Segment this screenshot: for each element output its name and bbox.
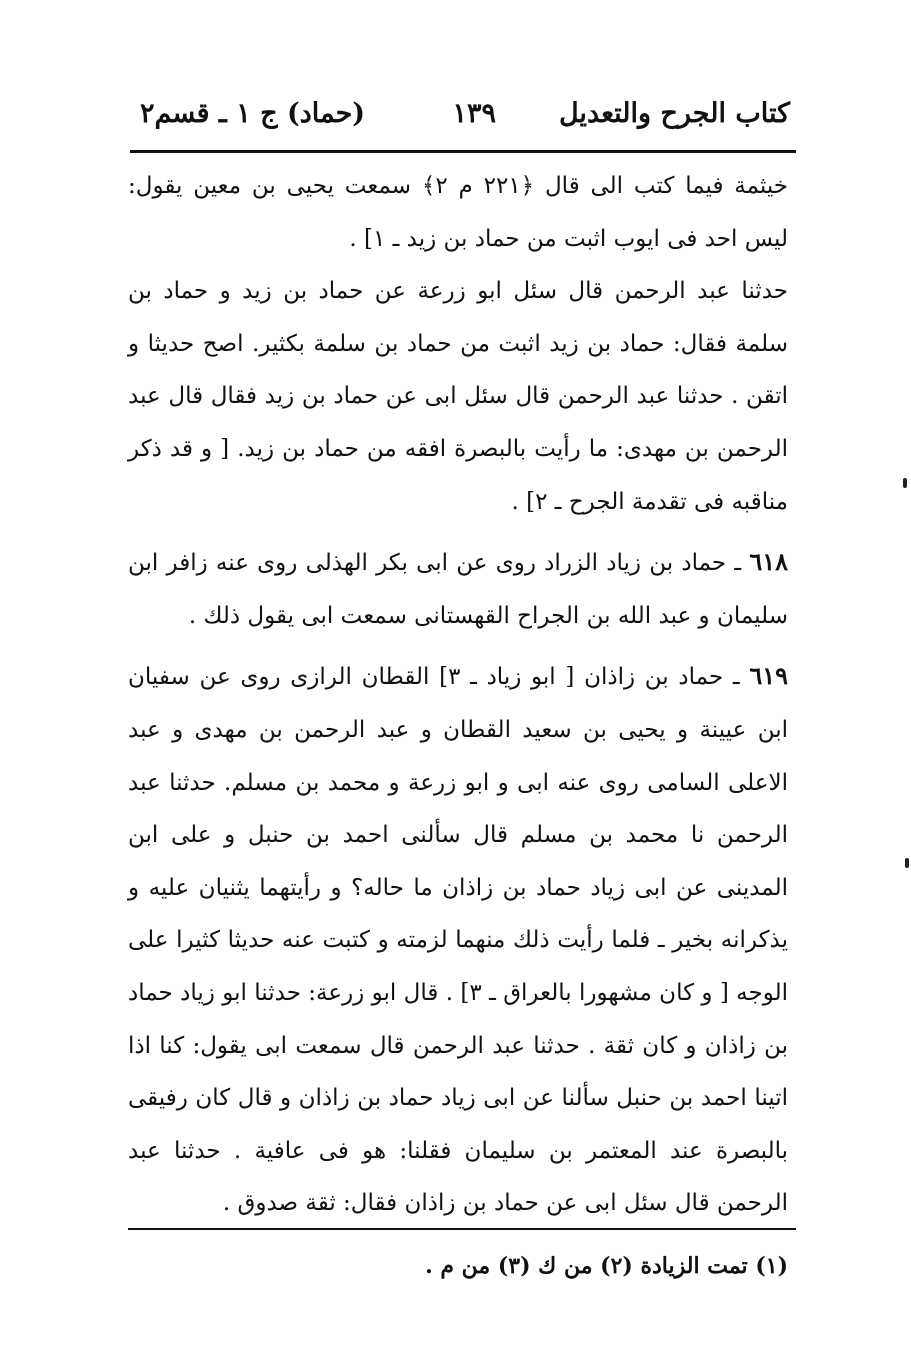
paragraph <box>128 160 788 265</box>
paragraph-text: ـ حماد بن زاذان [ ابو زياد ـ ٣] القطان الرازى روى عن سفيان ابن عيينة و يحيى بن سعيد القطان و عبد الرحمن بن مهدى و عبد الاعلى السامى روى عنه ابى و ابو زرعة و محمد بن مسلم. حدثنا عبد الرحمن نا محمد بن مسلم قال سألنى احمد بن حنبل و على ابن المدينى عن ابى زياد حماد بن زاذان ما حاله؟ و رأيتهما يثنيان عليه و يذكرانه بخير ـ فلما رأيت ذلك منهما لزمته و كتبت عنه حديثا كثيرا على الوجه [ و كان مشهورا بالعراق ـ ٣] . قال ابو زرعة: حدثنا ابو زياد حماد بن زاذان و كان ثقة . حدثنا عبد الرحمن قال سمعت ابى يقول: كنا اذا اتينا احمد بن حنبل سألنا عن ابى زياد حماد بن زاذان و قال كان رفيقى بالبصرة عند المعتمر بن سليمان فقلنا: هو فى عافية . حدثنا عبد الرحمن قال سئل ابى عن حماد بن زاذان فقال: ثقة صدوق . <box>128 664 788 1217</box>
main-text <box>128 160 788 1230</box>
entry-number: ٦١٨ <box>749 547 788 577</box>
entry-number: ٦١٩ <box>749 661 788 691</box>
paragraph <box>128 265 788 528</box>
book-title: كتاب الجرح والتعديل <box>558 98 790 129</box>
footnote-rule <box>128 1228 796 1230</box>
page-header <box>130 92 796 144</box>
paragraph-text: خيثمة فيما كتب الى قال ﴿٢٢١ م ٢﴾ سمعت يحيى بن معين يقول: ليس احد فى ايوب اثبت من حماد بن زيد ـ ١] . <box>128 173 788 252</box>
paragraph-text: حدثنا عبد الرحمن قال سئل ابو زرعة عن حماد بن زيد و حماد بن سلمة فقال: حماد بن زيد اثبت من حماد بن سلمة بكثير. اصح حديثا و اتقن . حدثنا عبد الرحمن قال سئل ابى عن حماد بن زيد فقال قال عبد الرحمن بن مهدى: ما رأيت بالبصرة افقه من حماد بن زيد. [ و قد ذكر مناقبه فى تقدمة الجرح ـ ٢] . <box>128 278 788 515</box>
margin-speck <box>905 858 909 868</box>
section-label: (حماد) ج ١ ـ قسم٢ <box>140 98 366 129</box>
page-number: ١٣٩ <box>452 98 496 129</box>
margin-speck <box>903 478 907 488</box>
footnote: (١) تمت الزيادة (٢) من ك (٣) من م . <box>425 1253 788 1279</box>
entry-618 <box>128 536 788 642</box>
entry-619 <box>128 650 788 1230</box>
paragraph-text: ـ حماد بن زياد الزراد روى عن ابى بكر الهذلى روى عنه زافر ابن سليمان و عبد الله بن الجراح القهستانى سمعت ابى يقول ذلك . <box>128 550 788 629</box>
header-rule <box>130 150 796 153</box>
